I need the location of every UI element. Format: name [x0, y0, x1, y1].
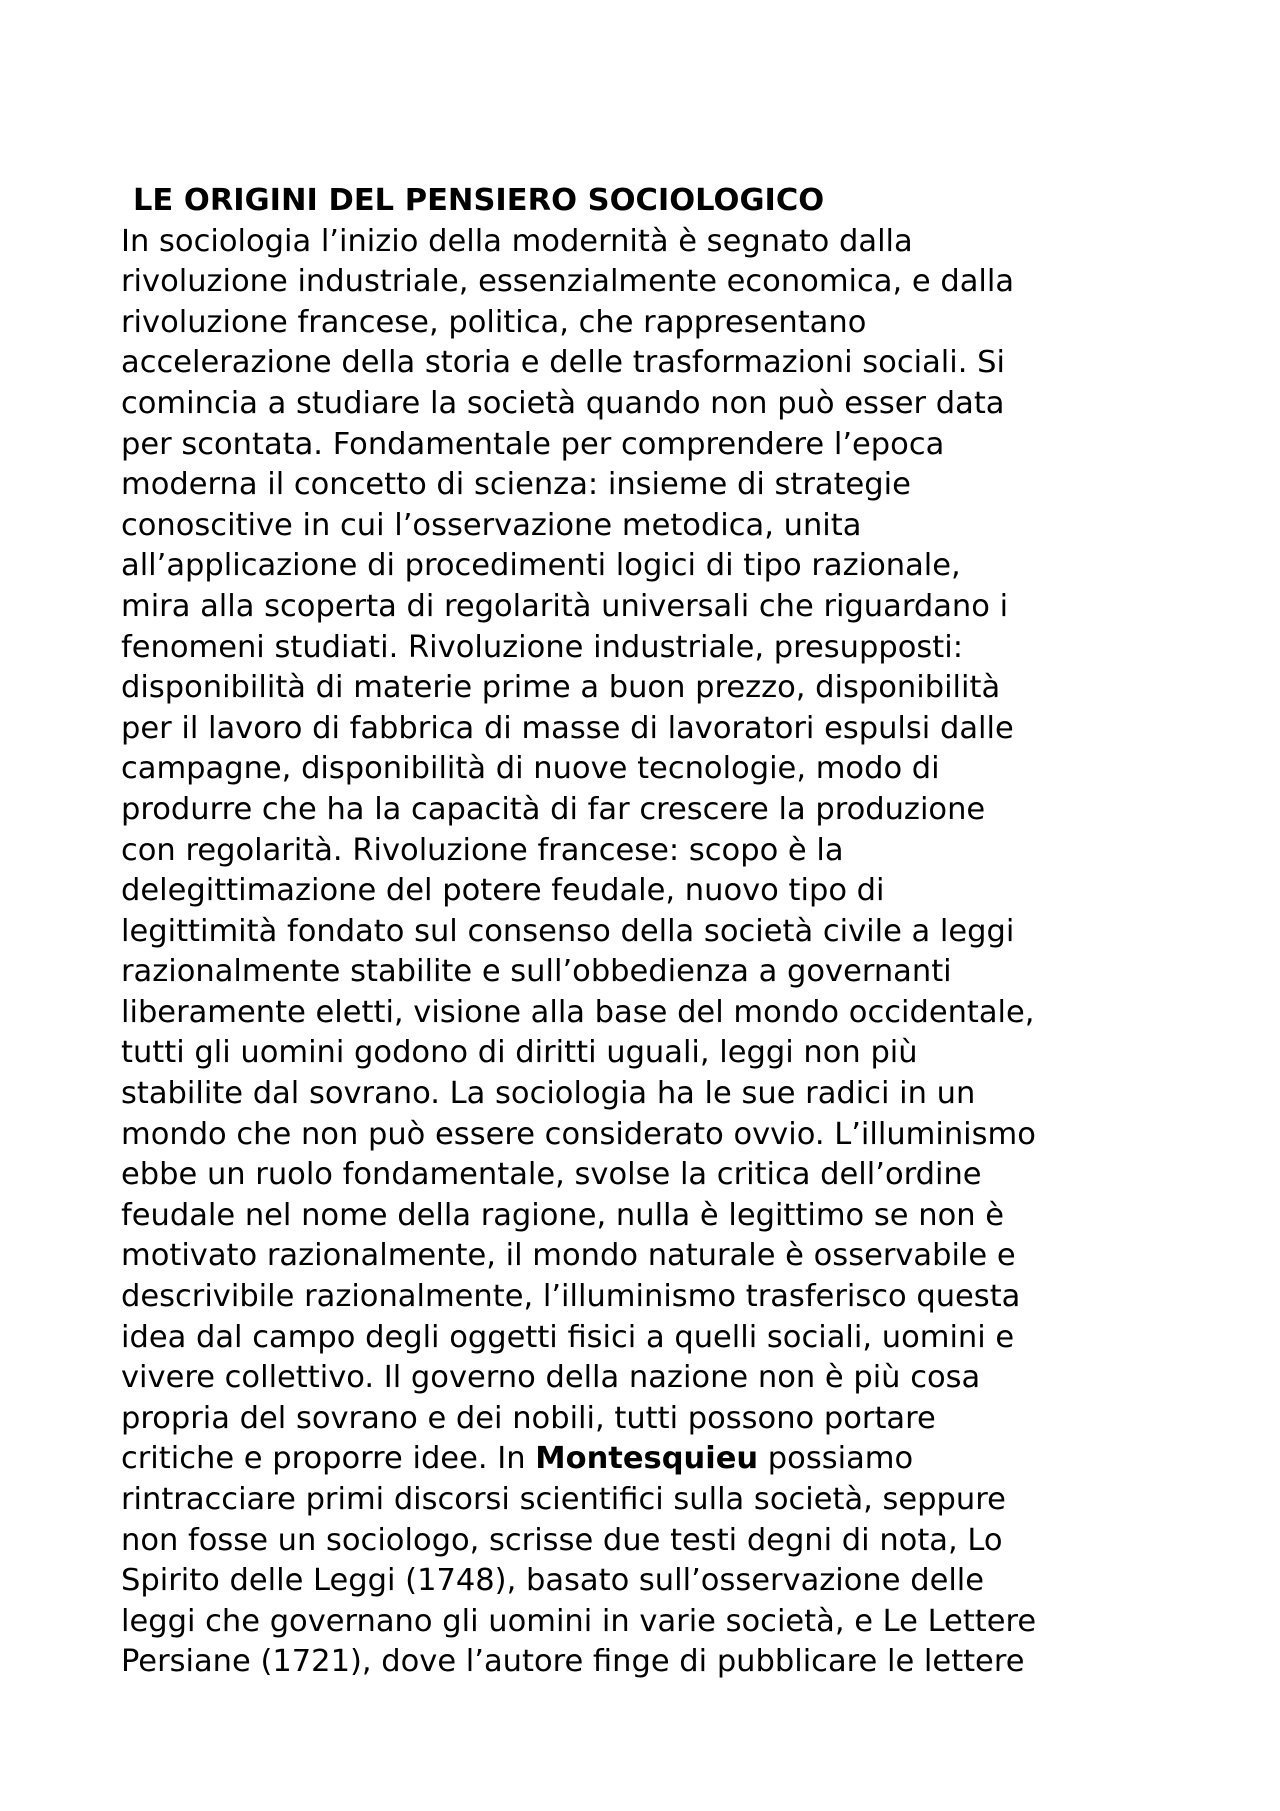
text-segment: critiche e proporre idee. In	[121, 1441, 536, 1477]
text-line: idea dal campo degli oggetti fisici a quelli sociali, uomini e	[121, 1319, 1015, 1355]
text-line: propria del sovrano e dei nobili, tutti possono portare	[121, 1400, 936, 1436]
text-line: liberamente eletti, visione alla base del mondo occidentale,	[121, 994, 1035, 1030]
text-segment: possiamo	[758, 1441, 914, 1477]
text-line-with-emphasis	[121, 1439, 1181, 1480]
text-line: conoscitive in cui l’osservazione metodica, unita	[121, 507, 862, 543]
text-line: non fosse un sociologo, scrisse due testi degni di nota, Lo	[121, 1522, 1003, 1558]
text-line: Persiane (1721), dove l’autore finge di pubblicare le lettere	[121, 1644, 1025, 1680]
text-line: motivato razionalmente, il mondo naturale è osservabile e	[121, 1238, 1016, 1274]
text-line: all’applicazione di procedimenti logici di tipo razionale,	[121, 548, 961, 584]
text-line: Spirito delle Leggi (1748), basato sull’osservazione delle	[121, 1563, 985, 1599]
text-line: per scontata. Fondamentale per comprendere l’epoca	[121, 426, 945, 462]
text-line: rintracciare primi discorsi scientifici sulla società, seppure	[121, 1482, 1006, 1517]
text-line: fenomeni studiati. Rivoluzione industriale, presupposti:	[121, 629, 963, 665]
text-line: feudale nel nome della ragione, nulla è legittimo se non è	[121, 1197, 1005, 1233]
author-name-montesquieu: Montesquieu	[535, 1441, 759, 1477]
text-line: leggi che governano gli uomini in varie società, e Le Lettere	[121, 1603, 1037, 1639]
text-line: per il lavoro di fabbrica di masse di lavoratori espulsi dalle	[121, 710, 1014, 746]
text-line: con regolarità. Rivoluzione francese: scopo è la	[121, 832, 844, 868]
document-body	[121, 181, 1181, 1683]
text-line: vivere collettivo. Il governo della nazione non è più cosa	[121, 1360, 981, 1396]
text-line: campagne, disponibilità di nuove tecnologie, modo di	[121, 751, 940, 787]
text-line: rivoluzione industriale, essenzialmente economica, e dalla	[121, 264, 1015, 300]
text-line: stabilite dal sovrano. La sociologia ha le sue radici in un	[121, 1076, 976, 1112]
text-line: descrivibile razionalmente, l’illuminismo trasferisco questa	[121, 1279, 1021, 1315]
text-line: ebbe un ruolo fondamentale, svolse la critica dell’ordine	[121, 1157, 982, 1193]
text-line: legittimità fondato sul consenso della società civile a leggi	[121, 913, 1015, 949]
text-line: razionalmente stabilite e sull’obbedienza a governanti	[121, 954, 952, 990]
text-line: delegittimazione del potere feudale, nuovo tipo di	[121, 873, 885, 909]
text-line: tutti gli uomini godono di diritti uguali, leggi non più	[121, 1035, 918, 1071]
text-line: disponibilità di materie prime a buon prezzo, disponibilità	[121, 670, 1001, 706]
text-line: rivoluzione francese, politica, che rappresentano	[121, 304, 867, 340]
text-line: In sociologia l’inizio della modernità è segnato dalla	[121, 223, 913, 259]
text-line: mondo che non può essere considerato ovvio. L’illuminismo	[121, 1116, 1036, 1152]
text-line: mira alla scoperta di regolarità universali che riguardano i	[121, 588, 1009, 624]
text-line: produrre che ha la capacità di far crescere la produzione	[121, 791, 986, 827]
text-line: comincia a studiare la società quando non può esser data	[121, 385, 1005, 421]
text-line: accelerazione della storia e delle trasformazioni sociali. Si	[121, 345, 1005, 381]
document-title: LE ORIGINI DEL PENSIERO SOCIOLOGICO	[133, 183, 825, 218]
text-line: moderna il concetto di scienza: insieme di strategie	[121, 467, 911, 503]
